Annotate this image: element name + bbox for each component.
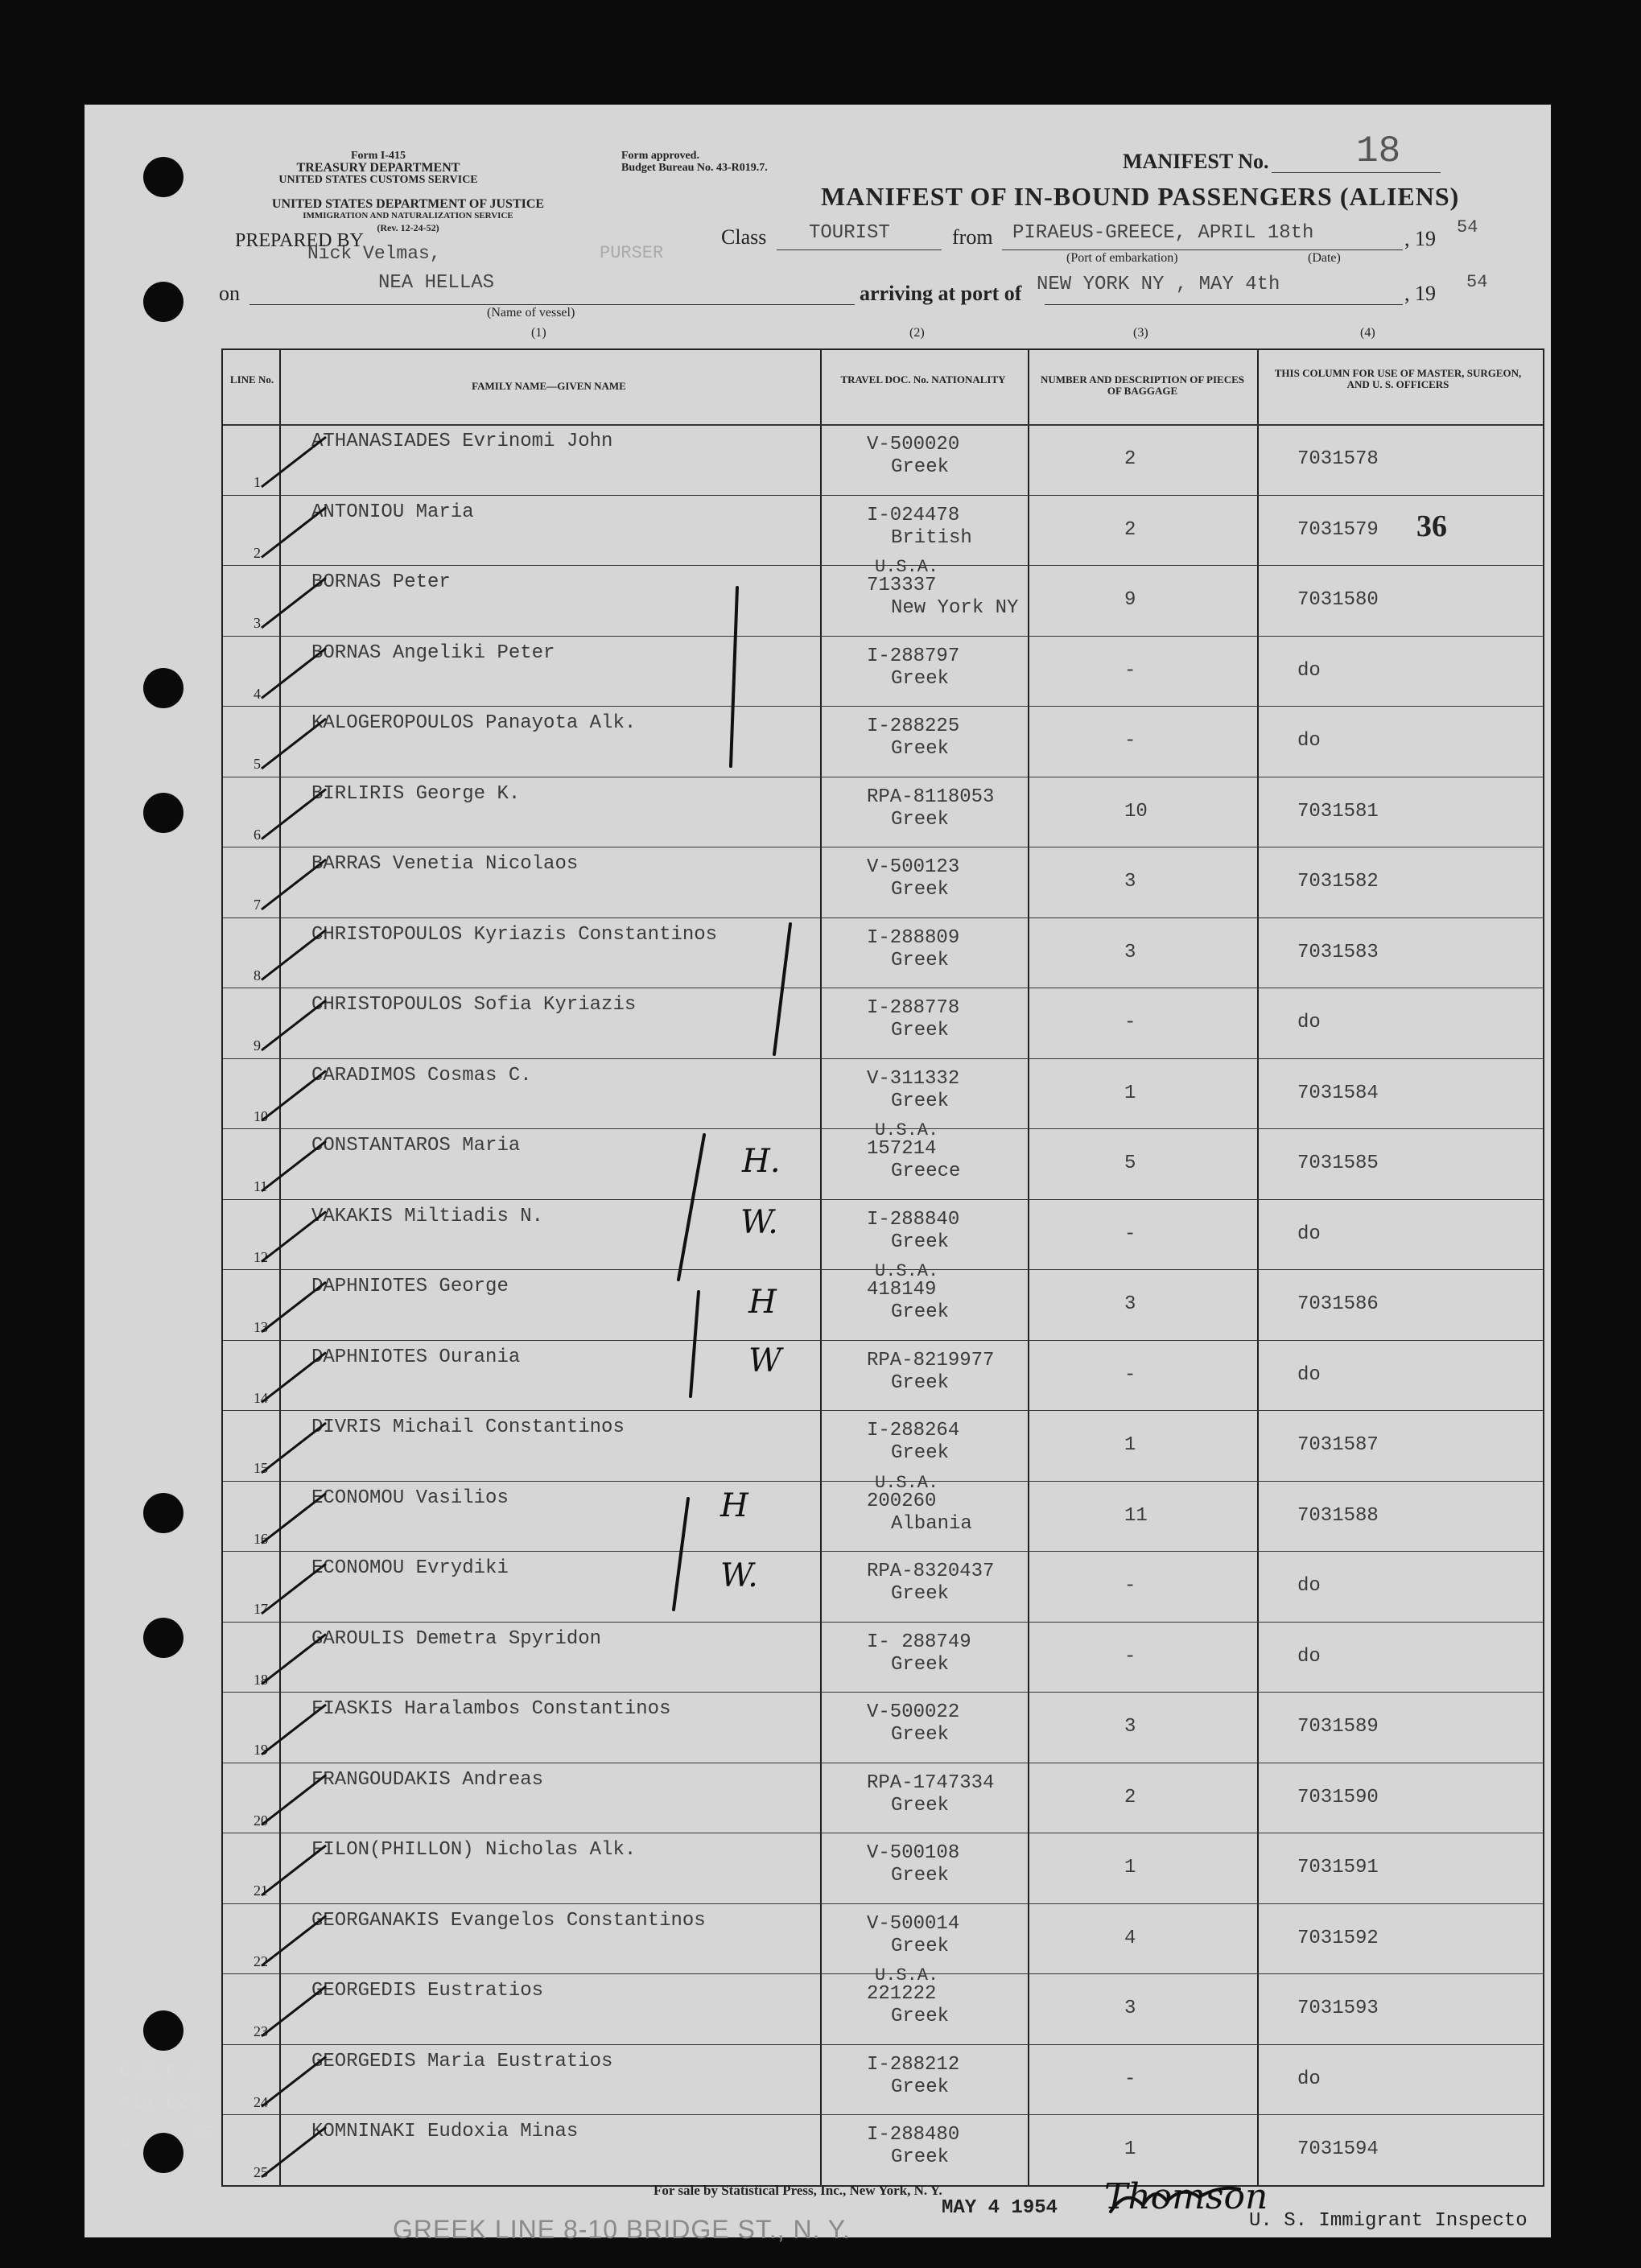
checkmark	[262, 930, 326, 980]
checkmark	[262, 1423, 326, 1473]
passenger-name: ECONOMOU Vasilios	[311, 1487, 509, 1509]
baggage-count: 1	[1124, 2138, 1136, 2160]
year-value-2: 54	[1466, 272, 1488, 292]
baggage-count: 10	[1124, 800, 1148, 823]
checkmark	[262, 1775, 326, 1825]
col-number-3: (3)	[1133, 326, 1148, 340]
checkmark	[262, 437, 326, 487]
pen-stroke	[774, 924, 790, 1054]
line-number: 22	[254, 1953, 268, 1969]
nationality: Greek	[891, 1865, 950, 1887]
passenger-name: BIRLIRIS George K.	[311, 782, 521, 805]
class-label: Class	[721, 225, 767, 249]
col-number-2: (2)	[909, 326, 925, 340]
official-entry: do	[1297, 1575, 1321, 1597]
nationality: Greek	[891, 1231, 950, 1253]
baggage-count: 3	[1124, 1998, 1136, 2019]
nationality: Greek	[891, 456, 950, 478]
nationality: Greek	[891, 1653, 950, 1676]
handwritten-w-1: W.	[740, 1204, 778, 1241]
purser-text: PURSER	[600, 243, 664, 263]
baggage-count: -	[1124, 659, 1136, 682]
travel-document-number: 713337	[867, 575, 937, 596]
pen-stroke	[731, 588, 737, 766]
embarkation-caption: (Port of embarkation)	[1066, 251, 1178, 265]
line-number: 5	[254, 756, 261, 772]
printer-credit: For sale by Statistical Press, Inc., New York, N. Y.	[654, 2183, 942, 2198]
side-number: 36	[1416, 509, 1447, 543]
passenger-name: FIASKIS Haralambos Constantinos	[311, 1698, 671, 1720]
official-entry: 7031578	[1297, 448, 1379, 470]
line-number: 25	[254, 2164, 268, 2180]
handwritten-w-2: W	[748, 1342, 782, 1379]
form-approved: Form approved.	[621, 150, 699, 162]
manifest-label: MANIFEST No.	[1123, 150, 1269, 173]
baggage-count: 3	[1124, 1293, 1136, 1315]
baggage-count: -	[1124, 1363, 1136, 1386]
justice-department: UNITED STATES DEPARTMENT OF JUSTICE	[271, 197, 545, 211]
nationality: Greece	[891, 1161, 961, 1182]
passenger-name: CHRISTOPOULOS Kyriazis Constantinos	[311, 923, 718, 946]
line-number: 2	[254, 544, 261, 561]
baggage-count: 3	[1124, 871, 1136, 893]
checkmark	[262, 649, 326, 699]
official-entry: 7031591	[1297, 1857, 1379, 1878]
date-caption: (Date)	[1308, 251, 1341, 265]
checkmark	[262, 1353, 326, 1403]
nationality: Greek	[891, 1442, 950, 1464]
passenger-name: DAPHNIOTES Ourania	[311, 1346, 521, 1368]
passenger-name: ATHANASIADES Evrinomi John	[311, 431, 613, 452]
col-number-4: (4)	[1360, 326, 1375, 340]
official-entry: 7031583	[1297, 941, 1379, 963]
official-entry: 7031589	[1297, 1716, 1379, 1738]
revision: (Rev. 12-24-52)	[377, 222, 439, 233]
column-header-baggage: NUMBER AND DESCRIPTION OF PIECES OF BAGGAGE	[1040, 373, 1245, 397]
checkmark	[262, 578, 326, 628]
shipping-agent-stamp: GREEK LINE 8-10 BRIDGE ST., N. Y.	[393, 2215, 851, 2244]
year-prefix-2: , 19	[1404, 282, 1436, 305]
nationality: Greek	[891, 949, 950, 971]
official-entry: 7031586	[1297, 1293, 1379, 1315]
travel-document-number: V-500022	[867, 1701, 960, 1723]
official-entry: 7031592	[1297, 1927, 1379, 1949]
nationality: Greek	[891, 1371, 950, 1394]
checkmark	[262, 1494, 326, 1544]
travel-document-number: V-500108	[867, 1842, 960, 1864]
line-number: 3	[254, 615, 261, 631]
official-entry: do	[1297, 1645, 1321, 1668]
baggage-count: 2	[1124, 518, 1136, 541]
column-header-name: FAMILY NAME—GIVEN NAME	[472, 380, 626, 392]
nationality: Greek	[891, 738, 950, 760]
line-number: 17	[254, 1601, 268, 1617]
passenger-name: DIVRIS Michail Constantinos	[311, 1416, 625, 1438]
travel-document-number: V-311332	[867, 1067, 960, 1090]
ins-service: IMMIGRATION AND NATURALIZATION SERVICE	[303, 211, 513, 221]
nationality: Greek	[891, 2146, 950, 2168]
passenger-name: VAKAKIS Miltiadis N.	[311, 1205, 544, 1227]
class-value: TOURIST	[809, 222, 890, 244]
column-header-line: LINE No.	[229, 373, 274, 386]
baggage-count: -	[1124, 1645, 1136, 1668]
passenger-name: GEORGEDIS Maria Eustratios	[311, 2050, 613, 2072]
official-entry: do	[1297, 730, 1321, 752]
prepared-by-label: PREPARED BY	[235, 230, 364, 251]
arriving-label: arriving at port of	[860, 282, 1022, 305]
passenger-name: DAPHNIOTES George	[311, 1276, 509, 1297]
handwritten-h-1: H.	[742, 1143, 781, 1180]
travel-document-number: 157214	[867, 1138, 937, 1160]
baggage-count: -	[1124, 2068, 1136, 2090]
baggage-count: 3	[1124, 1716, 1136, 1738]
checkmark	[262, 1000, 326, 1050]
passenger-name: CARADIMOS Cosmas C.	[311, 1064, 532, 1087]
checkmark	[262, 508, 326, 558]
passenger-name: ANTONIOU Maria	[311, 501, 474, 523]
manifest-title: MANIFEST OF IN-BOUND PASSENGERS (ALIENS)	[821, 182, 1460, 211]
manifest-number: 18	[1356, 130, 1401, 172]
official-entry: 7031582	[1297, 871, 1379, 893]
official-entry: 7031593	[1297, 1998, 1379, 2019]
travel-document-number: V-500020	[867, 434, 960, 456]
nationality: Greek	[891, 1090, 950, 1112]
baggage-count: 1	[1124, 1082, 1136, 1104]
travel-document-number: I-288809	[867, 926, 960, 949]
official-entry: 7031579	[1297, 518, 1379, 541]
official-entry: 7031588	[1297, 1504, 1379, 1527]
pen-stroke	[674, 1499, 688, 1610]
embarkation-value: PIRAEUS-GREECE, APRIL 18th	[1012, 222, 1314, 244]
from-label: from	[952, 225, 993, 249]
baggage-count: -	[1124, 1012, 1136, 1033]
passenger-name: GAROULIS Demetra Spyridon	[311, 1627, 602, 1650]
official-entry: do	[1297, 659, 1321, 682]
official-entry: do	[1297, 1012, 1321, 1033]
nationality: Albania	[891, 1512, 972, 1535]
nationality: New York NY	[891, 597, 1019, 619]
year-prefix-1: , 19	[1404, 227, 1436, 250]
line-number: 16	[254, 1530, 268, 1547]
line-number: 14	[254, 1389, 268, 1406]
nationality: Greek	[891, 667, 950, 690]
pen-stroke	[691, 1292, 699, 1396]
checkmark	[262, 2127, 326, 2177]
baggage-count: 4	[1124, 1927, 1136, 1949]
inspector-signature: Thomson	[1104, 2176, 1268, 2217]
passenger-name: CONSTANTAROS Maria	[311, 1135, 521, 1157]
travel-document-number: 418149	[867, 1279, 937, 1301]
nationality: Greek	[891, 879, 950, 901]
official-entry: do	[1297, 2068, 1321, 2090]
line-checkmarks	[262, 437, 326, 2177]
travel-document-number: I-288840	[867, 1208, 960, 1231]
vessel-value: NEA HELLAS	[378, 272, 495, 294]
travel-document-number: I-288778	[867, 997, 960, 1019]
line-number: 7	[254, 897, 261, 913]
official-entry: 7031580	[1297, 589, 1379, 611]
passenger-name: BORNAS Angeliki Peter	[311, 641, 555, 664]
passenger-name: FRANGOUDAKIS Andreas	[311, 1768, 544, 1791]
usc-stamp-3: 8	[121, 2134, 131, 2153]
handwritten-w-3: W.	[720, 1557, 758, 1594]
travel-document-number: 200260	[867, 1490, 937, 1512]
passenger-name: KOMNINAKI Eudoxia Minas	[311, 2121, 579, 2142]
baggage-count: 2	[1124, 1786, 1136, 1808]
passenger-name: FILON(PHILLON) Nicholas Alk.	[311, 1839, 637, 1861]
travel-document-number: RPA-8320437	[867, 1561, 995, 1582]
official-entry: do	[1297, 1363, 1321, 1386]
usc-stamp-2: Ala.c20	[119, 2093, 200, 2114]
official-entry: do	[1297, 1223, 1321, 1245]
line-number: 10	[254, 1107, 268, 1124]
baggage-count: -	[1124, 1223, 1136, 1245]
line-number: 6	[254, 826, 261, 843]
checkmark	[262, 1845, 326, 1895]
checkmark	[262, 1635, 326, 1685]
travel-document-number: V-500123	[867, 856, 960, 878]
baggage-count: 5	[1124, 1153, 1136, 1174]
checkmark	[262, 1564, 326, 1614]
baggage-count: -	[1124, 1575, 1136, 1597]
checkmark	[262, 1071, 326, 1121]
document-country: U.S.A.	[875, 557, 939, 577]
official-entry: 7031587	[1297, 1434, 1379, 1456]
passenger-name: GEORGANAKIS Evangelos Constantinos	[311, 1909, 706, 1932]
checkmark	[262, 1212, 326, 1262]
baggage-count: 2	[1124, 448, 1136, 470]
baggage-count: 9	[1124, 589, 1136, 611]
passenger-name: KALOGEROPOULOS Panayota Alk.	[311, 712, 637, 734]
form-number: Form I-415	[350, 150, 406, 162]
baggage-count: 1	[1124, 1857, 1136, 1878]
usc-stamp-4: 25	[193, 2123, 215, 2143]
checkmark	[262, 1282, 326, 1332]
budget-bureau: Budget Bureau No. 43-R019.7.	[621, 162, 768, 174]
line-number: 12	[254, 1248, 268, 1265]
line-number: 15	[254, 1460, 268, 1476]
official-entry: 7031584	[1297, 1082, 1379, 1104]
nationality: Greek	[891, 1724, 950, 1746]
vessel-caption: (Name of vessel)	[487, 306, 575, 320]
travel-document-number: I-288264	[867, 1420, 960, 1441]
document-country: U.S.A.	[875, 1261, 939, 1281]
checkmark	[262, 860, 326, 909]
travel-document-number: I- 288749	[867, 1631, 971, 1653]
document-country: U.S.A.	[875, 1472, 939, 1493]
line-number: 21	[254, 1882, 268, 1899]
passenger-name: BORNAS Peter	[311, 571, 451, 593]
checkmark	[262, 2057, 326, 2107]
checkmark	[262, 1705, 326, 1755]
travel-document-number: I-024478	[867, 504, 960, 526]
prepared-by-value: Nick Velmas,	[307, 243, 441, 264]
handwritten-h-2: H	[748, 1284, 777, 1321]
checkmark	[262, 1141, 326, 1191]
port-value: NEW YORK NY , MAY 4th	[1037, 274, 1280, 295]
handwritten-h-3: H	[720, 1487, 748, 1524]
travel-document-number: I-288225	[867, 715, 960, 737]
line-number: 24	[254, 2093, 268, 2110]
customs-service: UNITED STATES CUSTOMS SERVICE	[278, 174, 478, 186]
inspector-title: U. S. Immigrant Inspecto	[1249, 2210, 1528, 2232]
line-number: 23	[254, 2023, 268, 2039]
nationality: Greek	[891, 808, 950, 831]
usc-stamp-1: U.S.C 5	[119, 2062, 200, 2084]
nationality: Greek	[891, 2076, 950, 2098]
baggage-count: 3	[1124, 941, 1136, 963]
checkmark	[262, 719, 326, 769]
line-number: 13	[254, 1319, 268, 1335]
line-number: 1	[254, 474, 261, 490]
checkmark	[262, 1916, 326, 1966]
document-country: U.S.A.	[875, 1120, 939, 1140]
travel-document-number: I-288797	[867, 645, 960, 667]
line-number: 4	[254, 685, 261, 702]
department: TREASURY DEPARTMENT	[296, 161, 460, 175]
baggage-count: 1	[1124, 1434, 1136, 1456]
year-value-1: 54	[1457, 217, 1478, 237]
passenger-name: ECONOMOU Evrydiki	[311, 1557, 509, 1579]
official-entry: 7031585	[1297, 1153, 1379, 1174]
line-number: 9	[254, 1037, 261, 1054]
nationality: Greek	[891, 1583, 950, 1605]
travel-document-number: RPA-8219977	[867, 1349, 995, 1371]
line-number: 8	[254, 967, 261, 983]
column-header-officers: THIS COLUMN FOR USE OF MASTER, SURGEON, AND U. S. OFFICERS	[1274, 367, 1522, 390]
passenger-name: CHRISTOPOULOS Sofia Kyriazis	[311, 994, 637, 1016]
passenger-name: BARRAS Venetia Nicolaos	[311, 853, 579, 875]
line-number: 19	[254, 1742, 268, 1758]
official-entry: 7031594	[1297, 2138, 1379, 2160]
line-number: 11	[254, 1178, 268, 1194]
travel-document-number: RPA-1747334	[867, 1771, 995, 1794]
col-number-1: (1)	[531, 326, 546, 340]
checkmark	[262, 1986, 326, 2036]
nationality: Greek	[891, 1301, 950, 1323]
official-entry: 7031590	[1297, 1786, 1379, 1808]
checkmark	[262, 790, 326, 839]
travel-document-number: V-500014	[867, 1912, 960, 1935]
nationality: Greek	[891, 1020, 950, 1041]
on-label: on	[219, 282, 240, 305]
baggage-count: -	[1124, 730, 1136, 752]
travel-document-number: 221222	[867, 1983, 937, 2005]
nationality: British	[891, 526, 972, 549]
document-country: U.S.A.	[875, 1965, 939, 1986]
baggage-count: 11	[1124, 1504, 1148, 1527]
travel-document-number: I-288480	[867, 2124, 960, 2146]
travel-document-number: I-288212	[867, 2053, 960, 2076]
line-number: 20	[254, 1812, 268, 1829]
nationality: Greek	[891, 2006, 950, 2027]
pen-stroke	[678, 1135, 704, 1280]
line-number: 18	[254, 1671, 268, 1688]
nationality: Greek	[891, 1794, 950, 1816]
passenger-name: GEORGEDIS Eustratios	[311, 1980, 544, 2002]
travel-document-number: RPA-8118053	[867, 786, 995, 808]
official-entry: 7031581	[1297, 800, 1379, 823]
nationality: Greek	[891, 1935, 950, 1957]
column-header-travel: TRAVEL DOC. No. NATIONALITY	[840, 373, 1006, 386]
inspection-date-stamp: MAY 4 1954	[942, 2197, 1058, 2219]
